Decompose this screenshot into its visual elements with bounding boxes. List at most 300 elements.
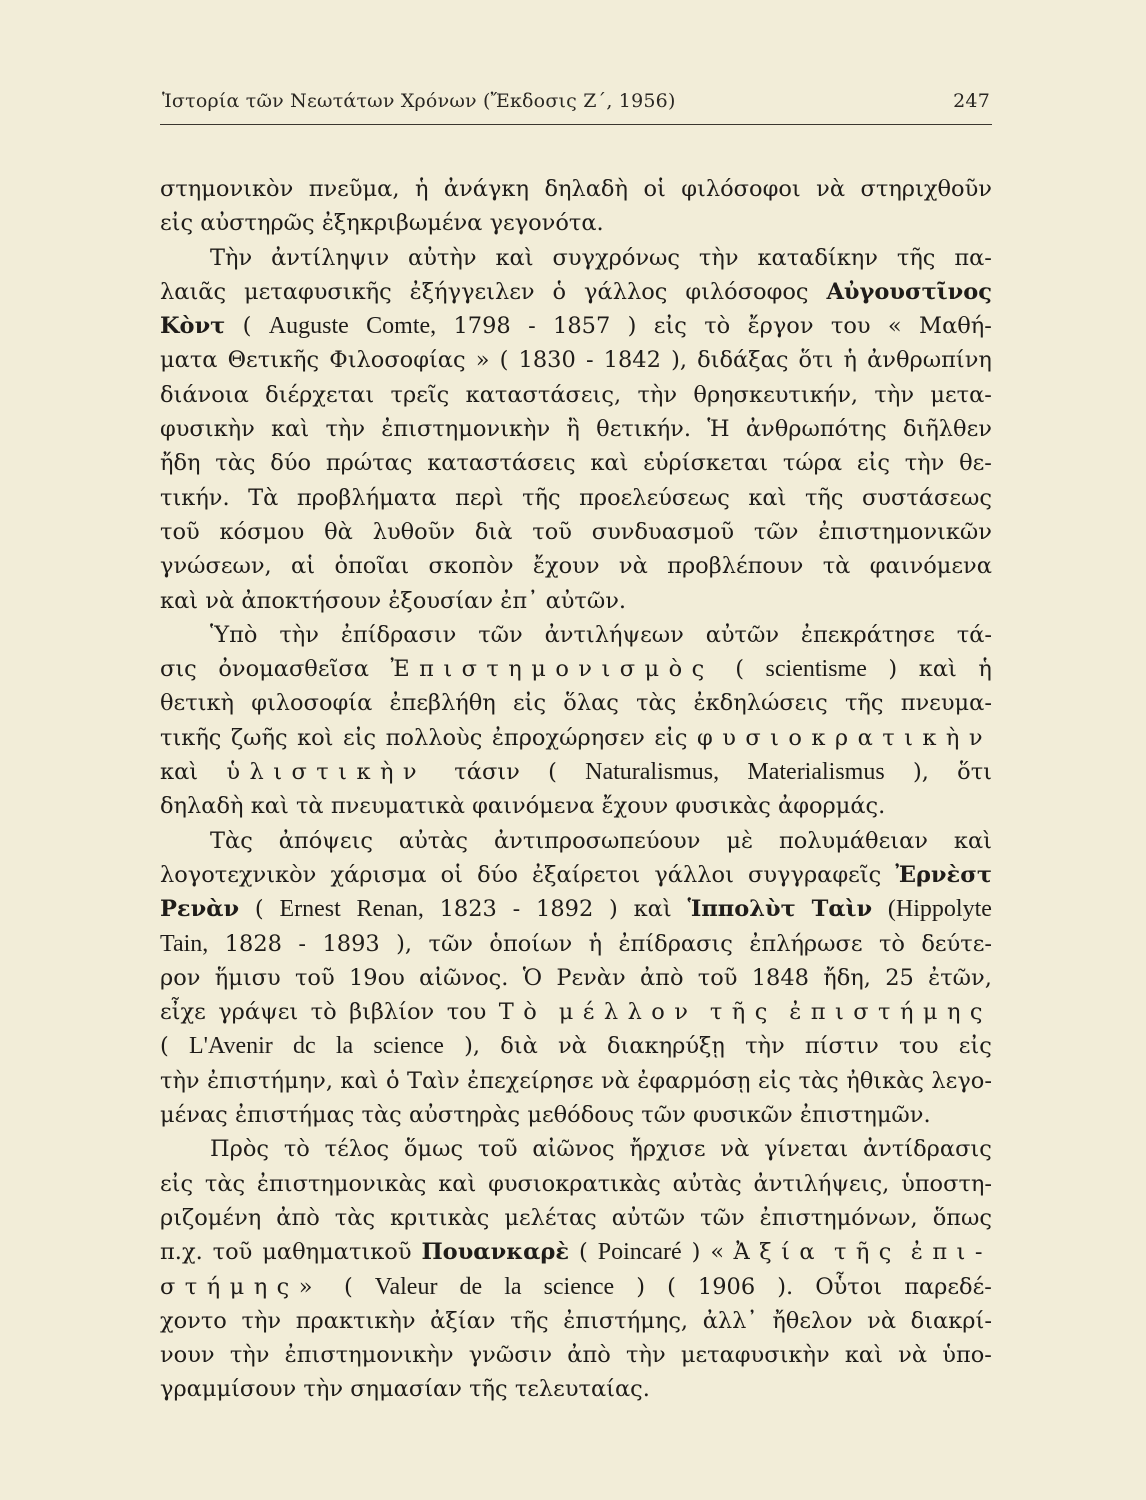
word: ἐπιστήμας bbox=[234, 1102, 355, 1129]
word: τὴν bbox=[241, 1307, 282, 1334]
word: ἀλλ᾽ bbox=[702, 1307, 758, 1334]
word: Comte, bbox=[366, 313, 437, 340]
word: ) bbox=[609, 896, 618, 923]
word: «Ἀξία bbox=[710, 1239, 825, 1266]
word: 1830 bbox=[518, 347, 576, 374]
word: τὴν bbox=[637, 381, 678, 408]
word: σις bbox=[160, 656, 197, 683]
word: ἔργον bbox=[747, 313, 814, 340]
text-line bbox=[160, 961, 992, 995]
word: του bbox=[898, 1033, 939, 1060]
word: ἐπιστημονικὴν bbox=[284, 1342, 454, 1369]
word: αἰῶνος bbox=[532, 1136, 615, 1163]
word: γεγονότα. bbox=[489, 210, 604, 237]
word: φυσιοκρατικὰς bbox=[488, 1170, 661, 1197]
word: - bbox=[585, 347, 594, 374]
word: αἰῶνος. bbox=[419, 964, 509, 991]
text-line bbox=[160, 1235, 992, 1269]
word: ) bbox=[627, 313, 637, 340]
word: δύο bbox=[270, 450, 312, 477]
word: διακρί- bbox=[910, 1307, 992, 1334]
text-line bbox=[160, 549, 992, 583]
word: ὅμως bbox=[403, 1136, 464, 1163]
word: γνώσεων, bbox=[160, 553, 272, 580]
text-line bbox=[160, 1270, 992, 1304]
word: μεταφυσικῆς bbox=[244, 278, 392, 305]
word: Ρενὰν bbox=[556, 964, 626, 991]
word: δηλαδὴ bbox=[160, 793, 244, 820]
word: στηριχθοῦν bbox=[860, 176, 992, 202]
text-line bbox=[160, 721, 992, 755]
word: ἐπλήρωσε bbox=[749, 930, 863, 957]
word: πολλοὺς bbox=[385, 724, 483, 751]
word: Πουανκαρὲ bbox=[421, 1239, 570, 1266]
word: ὅπως bbox=[932, 1204, 992, 1231]
word: νὰ bbox=[867, 1307, 897, 1334]
word: ὑπο- bbox=[942, 1342, 992, 1369]
text-line bbox=[160, 1338, 992, 1372]
word: Μαθή- bbox=[919, 313, 992, 340]
word: του bbox=[830, 313, 871, 340]
word: de bbox=[459, 1273, 483, 1300]
word: δηλαδὴ bbox=[544, 176, 628, 202]
word: καταστάσεις, bbox=[465, 381, 622, 408]
word: φαινόμενα bbox=[472, 793, 595, 820]
text-line bbox=[160, 378, 992, 412]
word: αὐτὴν bbox=[408, 244, 477, 271]
word: γάλλος bbox=[584, 278, 668, 305]
word: τὴν bbox=[160, 1067, 200, 1094]
word: διδάξας bbox=[697, 347, 789, 374]
word: συνδυασμοῦ bbox=[591, 518, 735, 545]
word: ἀποκτήσουν bbox=[241, 587, 382, 614]
word: ἐξήγγειλεν bbox=[409, 278, 535, 305]
word: σημασίαν bbox=[350, 1376, 462, 1403]
word: τῆς bbox=[709, 999, 777, 1026]
word: καὶ bbox=[250, 793, 289, 820]
word: ἥμισυ bbox=[214, 964, 281, 991]
word: καὶ bbox=[844, 1342, 883, 1369]
text-line bbox=[160, 412, 992, 446]
word: νὰ bbox=[720, 1136, 750, 1163]
word: science bbox=[543, 1273, 615, 1300]
word: Naturalismus, bbox=[585, 759, 720, 786]
word: 1848 bbox=[751, 964, 809, 991]
word: ἡ bbox=[414, 176, 429, 202]
word: θετικήν. bbox=[596, 416, 692, 443]
word: τελευταίας. bbox=[514, 1376, 650, 1403]
word: κοὶ bbox=[297, 724, 334, 751]
word: νὰ bbox=[618, 553, 648, 580]
word: ὅλας bbox=[563, 690, 619, 717]
word: τώρα bbox=[782, 450, 843, 477]
word: τὴν bbox=[279, 621, 319, 648]
text-line bbox=[160, 652, 992, 686]
word: ὅτι bbox=[798, 347, 834, 374]
word: αὐτῶν. bbox=[545, 587, 627, 614]
text-line bbox=[160, 858, 992, 892]
text-line bbox=[160, 892, 992, 926]
word: λυθοῦν bbox=[372, 518, 456, 545]
word: τοῦ bbox=[697, 964, 738, 991]
text-line bbox=[160, 241, 992, 275]
page-number: 247 bbox=[953, 90, 990, 112]
word: δεύτε- bbox=[921, 930, 992, 957]
word: ἀφορμάς. bbox=[778, 793, 886, 820]
word: τὰς bbox=[361, 1102, 402, 1129]
word: λεγο- bbox=[931, 1067, 992, 1094]
word: ζωῆς bbox=[230, 724, 288, 751]
word: Ἱππολὺτ bbox=[687, 896, 796, 923]
word: τῆς bbox=[804, 484, 844, 511]
word: Poincaré bbox=[597, 1239, 682, 1266]
word: ( bbox=[548, 759, 557, 786]
word: τοῦ bbox=[532, 518, 572, 545]
word: Renan, bbox=[356, 896, 424, 923]
word: τῶν bbox=[641, 1102, 686, 1129]
word: τά- bbox=[956, 621, 992, 648]
word: ἐπίδρασις bbox=[618, 930, 733, 957]
text-line bbox=[160, 481, 992, 515]
word: ὀνομασθεῖσα bbox=[218, 656, 369, 683]
word: τὴν bbox=[745, 1033, 785, 1060]
word: πρώτας bbox=[325, 450, 413, 477]
word: ἐπιστημῶν. bbox=[799, 1102, 931, 1129]
word: Τὸ bbox=[498, 999, 547, 1026]
word: ὁ bbox=[385, 1067, 400, 1094]
word: δύο bbox=[477, 861, 518, 888]
word: τὴν bbox=[698, 244, 739, 271]
word: ( bbox=[160, 1033, 169, 1060]
word: ἐπι- bbox=[910, 1239, 992, 1266]
text-line bbox=[160, 1098, 992, 1132]
word: L'Avenir bbox=[188, 1033, 273, 1060]
word: καὶ bbox=[590, 450, 629, 477]
word: ὁποίων bbox=[489, 930, 573, 957]
word: ἐξαίρετοι bbox=[532, 861, 641, 888]
word: Ἡ bbox=[707, 416, 730, 443]
word: 1893 bbox=[322, 930, 380, 957]
word: ἐπιστημονικῶν bbox=[818, 518, 992, 545]
word: εἰς bbox=[512, 690, 547, 717]
word: ἡ bbox=[978, 656, 992, 683]
word: προβλέπουν bbox=[667, 553, 804, 580]
word: μαθηματικοῦ bbox=[262, 1239, 412, 1266]
word: νὰ bbox=[557, 1033, 587, 1060]
word: ( bbox=[735, 656, 744, 683]
word: διάνοια bbox=[160, 381, 249, 408]
word: τὴν bbox=[229, 1342, 270, 1369]
word: πνεῦμα, bbox=[308, 176, 400, 202]
word: μὲ bbox=[726, 827, 754, 854]
word: προβλήματα bbox=[296, 484, 437, 511]
word: Ὑπὸ bbox=[210, 621, 258, 648]
word: 1828 bbox=[224, 930, 282, 957]
word: ), bbox=[912, 759, 929, 786]
word: Φιλοσοφίας bbox=[329, 347, 466, 374]
word: εἰς bbox=[757, 1067, 792, 1094]
word: ἐπεκράτησε bbox=[800, 621, 935, 648]
word: γάλλοι bbox=[654, 861, 734, 888]
word: συστάσεως bbox=[861, 484, 992, 511]
word: στημονικὸν bbox=[160, 176, 294, 202]
word: εἰς bbox=[343, 724, 377, 751]
word: ἀνάγκη bbox=[443, 176, 529, 202]
word: εὑρίσκεται bbox=[643, 450, 769, 477]
word: 1798 bbox=[453, 313, 511, 340]
word: ἐπεχείρησε bbox=[467, 1067, 594, 1094]
word: τοῦ bbox=[160, 518, 200, 545]
word: dc bbox=[292, 1033, 316, 1060]
word: διῆλθεν bbox=[902, 416, 992, 443]
word: 25 bbox=[885, 964, 914, 991]
word: τὸ bbox=[283, 1136, 310, 1163]
word: Πρὸς bbox=[210, 1136, 269, 1163]
text-line bbox=[160, 1201, 992, 1235]
word: χάρισμα bbox=[330, 861, 427, 888]
word: ἀντιπροσωπεύουν bbox=[493, 827, 701, 854]
word: νὰ bbox=[205, 587, 235, 614]
word: ( bbox=[579, 1239, 588, 1266]
word: 19ου bbox=[348, 964, 405, 991]
text-line bbox=[160, 275, 992, 309]
word: γραμμίσουν bbox=[160, 1376, 297, 1403]
word: φιλοσοφία bbox=[251, 690, 373, 717]
word: κόσμου bbox=[219, 518, 305, 545]
word: ὑλιστικὴν bbox=[226, 759, 427, 786]
text-line bbox=[160, 1372, 992, 1406]
word: εἰς bbox=[160, 210, 194, 237]
word: ἀνθρωπίνη bbox=[867, 347, 992, 374]
word: πίστιν bbox=[804, 1033, 879, 1060]
word: ) bbox=[691, 1239, 701, 1266]
word: ἐπιστήμης, bbox=[563, 1307, 689, 1334]
word: φιλόσοφοι bbox=[681, 176, 801, 202]
word: αὐστηρῶς bbox=[200, 210, 315, 237]
word: ματα bbox=[160, 347, 218, 374]
word: » bbox=[475, 347, 490, 374]
word: τῆς bbox=[896, 244, 936, 271]
word: νουν bbox=[160, 1342, 215, 1369]
word: ἐφαρμόσῃ bbox=[637, 1067, 751, 1094]
word: τὰ bbox=[822, 553, 851, 580]
word: τὴν bbox=[325, 416, 366, 443]
word: 1906 bbox=[697, 1273, 756, 1300]
word: 1842 bbox=[603, 347, 661, 374]
word: εἰς bbox=[160, 1170, 194, 1197]
word: ἀντιλήψεων bbox=[544, 621, 684, 648]
word: Τὰ bbox=[248, 484, 279, 511]
word: διὰ bbox=[500, 1033, 538, 1060]
word: πρακτικὴν bbox=[295, 1307, 416, 1334]
word: ( bbox=[343, 1273, 353, 1300]
word: science bbox=[373, 1033, 444, 1060]
word: τὴν bbox=[904, 450, 945, 477]
word: Τὰς bbox=[210, 827, 253, 854]
word: ἀντίδρασις bbox=[862, 1136, 992, 1163]
word: ἐπιστημονικὴν bbox=[381, 416, 551, 443]
word: νὰ bbox=[816, 176, 846, 202]
word: εἰς bbox=[653, 313, 687, 340]
word: τῆς bbox=[833, 1239, 901, 1266]
text-line bbox=[160, 755, 992, 789]
word: τῆς bbox=[844, 690, 884, 717]
word: εἰς bbox=[654, 724, 688, 751]
word: περὶ bbox=[455, 484, 504, 511]
word: εἰς bbox=[958, 1033, 992, 1060]
word: ἐπιστήμην, bbox=[207, 1067, 333, 1094]
word: τῆς bbox=[510, 1307, 549, 1334]
text-line bbox=[160, 1064, 992, 1098]
word: τὰς bbox=[636, 690, 677, 717]
word: ἐπροχώρησεν bbox=[491, 724, 645, 751]
word: πνευμα- bbox=[900, 690, 992, 717]
word: Τὴν bbox=[210, 244, 253, 271]
word: ) bbox=[888, 656, 898, 683]
word: καὶ bbox=[495, 244, 534, 271]
word: ριζομένη bbox=[160, 1204, 262, 1231]
word: τοῦ bbox=[212, 1239, 253, 1266]
word: Οὗτοι bbox=[815, 1273, 883, 1300]
word: ὑποστη- bbox=[901, 1170, 992, 1197]
word: φυσικὴν bbox=[160, 416, 255, 443]
word: Αὐγουστῖνος bbox=[826, 278, 992, 305]
word: Ταὶν bbox=[406, 1067, 460, 1094]
word: Valeur bbox=[374, 1273, 438, 1300]
word: τικῆς bbox=[160, 724, 222, 751]
word: ἢ bbox=[566, 416, 580, 443]
word: ), bbox=[464, 1033, 481, 1060]
word: πολυμάθειαν bbox=[778, 827, 928, 854]
word: ἐπεβλήθη bbox=[389, 690, 496, 717]
word: ), bbox=[671, 347, 687, 374]
word: ἐπιστημονικὰς bbox=[256, 1170, 427, 1197]
word: τῆς bbox=[469, 1376, 508, 1403]
word: αὐτὰς bbox=[672, 1170, 742, 1197]
word: la bbox=[504, 1273, 522, 1300]
word: ). bbox=[777, 1273, 794, 1300]
word: τὰς bbox=[798, 1067, 839, 1094]
word: τρεῖς bbox=[390, 381, 450, 408]
word: ὅτι bbox=[957, 759, 992, 786]
word: ἐπιστημόνων, bbox=[759, 1204, 918, 1231]
word: καὶ bbox=[633, 896, 672, 923]
word: la bbox=[335, 1033, 354, 1060]
word: ἐπιστήμης bbox=[789, 999, 992, 1026]
word: πνευματικὰ bbox=[330, 793, 465, 820]
word: φυσικὰς bbox=[675, 793, 771, 820]
word: ἐξουσίαν bbox=[388, 587, 494, 614]
word: τῶν bbox=[428, 930, 473, 957]
text-line bbox=[160, 584, 992, 618]
text-line bbox=[160, 206, 992, 240]
word: τάσιν bbox=[454, 759, 520, 786]
word: συγγραφεῖς bbox=[748, 861, 882, 888]
word: τὰς bbox=[334, 1204, 376, 1231]
word: τὸ bbox=[704, 313, 731, 340]
word: καταστάσεις bbox=[427, 450, 576, 477]
word: θετικὴ bbox=[160, 690, 235, 717]
word: τέλος bbox=[324, 1136, 390, 1163]
text-line bbox=[160, 789, 992, 823]
word: φαινόμενα bbox=[869, 553, 992, 580]
word: - bbox=[528, 313, 536, 340]
word: σκοπὸν bbox=[428, 553, 514, 580]
word: γνῶσιν bbox=[468, 1342, 553, 1369]
word: Auguste bbox=[268, 313, 349, 340]
header-rule bbox=[160, 124, 992, 125]
word: μέλλον bbox=[558, 999, 698, 1026]
word: καὶ bbox=[271, 416, 310, 443]
word: χοντο bbox=[160, 1307, 227, 1334]
word: αὐτῶν bbox=[705, 621, 780, 648]
word: Ἐρνὲστ bbox=[895, 861, 992, 888]
word: τὴν bbox=[303, 1376, 343, 1403]
word: ἐτῶν, bbox=[928, 964, 992, 991]
word: φυσιοκρατικὴν bbox=[697, 724, 992, 751]
text-line bbox=[160, 1132, 992, 1166]
word: ἀξίαν bbox=[430, 1307, 496, 1334]
word: 1892 bbox=[536, 896, 594, 923]
word: νὰ bbox=[600, 1067, 630, 1094]
word: κριτικὰς bbox=[390, 1204, 490, 1231]
word: ) bbox=[636, 1273, 646, 1300]
word: τῶν bbox=[700, 1204, 745, 1231]
word: αὐτὰς bbox=[398, 827, 469, 854]
word: - bbox=[512, 896, 521, 923]
text-line bbox=[160, 824, 992, 858]
word: τῆς bbox=[522, 484, 561, 511]
word: καταδίκην bbox=[757, 244, 878, 271]
word: ἤθελον bbox=[772, 1307, 853, 1334]
text-line bbox=[160, 343, 992, 377]
word: Ταὶν bbox=[811, 896, 873, 923]
word: ὁποῖαι bbox=[334, 553, 410, 580]
running-head-title: Ἱστορία τῶν Νεωτάτων Χρόνων (Ἔκδοσις Ζ΄, 1956) bbox=[162, 90, 676, 112]
word: ἀντίληψιν bbox=[271, 244, 390, 271]
word: Ὁ bbox=[522, 964, 543, 991]
word: οἱ bbox=[440, 861, 464, 888]
word: εἰς bbox=[856, 450, 890, 477]
word: στήμης» bbox=[160, 1273, 322, 1300]
word: μεθόδους bbox=[527, 1102, 635, 1129]
word: τοῦ bbox=[294, 964, 335, 991]
text-line bbox=[160, 995, 992, 1029]
word: Materialismus bbox=[747, 759, 885, 786]
word: τὰς bbox=[204, 1170, 246, 1197]
word: τὴν bbox=[874, 381, 915, 408]
word: βιβλίον bbox=[349, 999, 435, 1026]
word: ἀπὸ bbox=[567, 1342, 611, 1369]
word: ), bbox=[396, 930, 413, 957]
word: ὁ bbox=[552, 278, 567, 305]
word: 1857 bbox=[553, 313, 611, 340]
word: του bbox=[446, 999, 487, 1026]
word: μένας bbox=[160, 1102, 228, 1129]
word: μετα- bbox=[930, 381, 992, 408]
word: ἀνθρωπότης bbox=[745, 416, 887, 443]
word: λαιᾶς bbox=[160, 278, 227, 305]
running-head bbox=[162, 90, 990, 112]
text-line bbox=[160, 927, 992, 961]
word: Ernest bbox=[279, 896, 341, 923]
word: καὶ bbox=[160, 587, 199, 614]
word: λογοτεχνικὸν bbox=[160, 861, 317, 888]
word: ἤδη, bbox=[823, 964, 871, 991]
word: ἔχουν bbox=[601, 793, 669, 820]
word: ἀπὸ bbox=[276, 1204, 320, 1231]
word: θὰ bbox=[324, 518, 353, 545]
